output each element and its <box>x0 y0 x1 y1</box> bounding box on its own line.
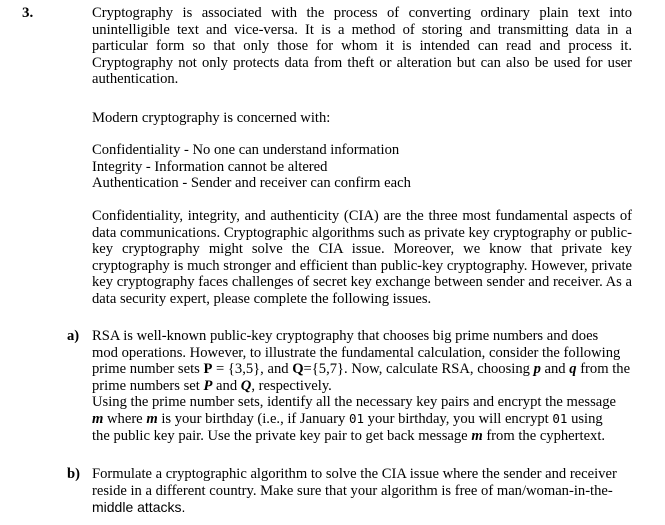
part-a-line <box>92 361 632 378</box>
var-q: q <box>569 361 577 378</box>
text-run: the public key pair. Use the private key pair to get back message <box>92 427 472 444</box>
part-b-label: b) <box>67 466 80 482</box>
code-value: 01 <box>348 410 365 426</box>
part-a-line <box>92 411 632 428</box>
text-run: from the cyphertext. <box>482 427 606 444</box>
set-p-name: P <box>203 361 213 378</box>
part-b-line: reside in a different country. Make sure that your algorithm is free of man/woman-in-the- <box>92 482 613 499</box>
code-value: 01 <box>552 410 568 426</box>
text-run: = {3,5}, and <box>212 361 293 378</box>
list-item: Confidentiality - No one can understand information <box>92 142 400 158</box>
list-item: Integrity - Information cannot be altered <box>92 158 328 175</box>
cia-list <box>92 142 632 192</box>
text-run: and <box>212 377 241 394</box>
part-b-question <box>92 466 632 516</box>
list-item: Authentication - Sender and receiver can confirm each <box>92 175 411 192</box>
var-m: m <box>146 410 158 427</box>
text-run: your birthday, you will encrypt <box>364 410 553 427</box>
part-a-line: mod operations. However, to illustrate the fundamental calculation, consider the following <box>92 344 621 361</box>
intro-paragraph: Cryptography is associated with the process of converting ordinary plain text into unintelligible text and vice-versa. It is a method of storing and transmitting data in a particular form so that only those for whom it is intended can read and process it. Cryptography not only protects data from theft or alteration but can also be used for user authentication. <box>92 5 632 88</box>
part-a-line <box>92 378 632 395</box>
text-run: and <box>540 361 570 378</box>
part-a-label: a) <box>67 328 80 344</box>
text-run: using <box>567 410 603 427</box>
var-p-set: P <box>203 377 213 394</box>
text-run: prime number sets <box>92 361 204 378</box>
text-run: where <box>103 410 147 427</box>
part-a-line <box>92 428 632 445</box>
var-m: m <box>92 410 104 427</box>
part-b-line: middle attacks. <box>92 499 186 516</box>
question-number: 3. <box>22 5 34 21</box>
part-b-line: Formulate a cryptographic algorithm to solve the CIA issue where the sender and receiver <box>92 466 617 482</box>
text-run: is your birthday (i.e., if January <box>157 410 349 427</box>
cia-paragraph: Confidentiality, integrity, and authenticity (CIA) are the three most fundamental aspects of data communications. Cryptographic algorithms such as private key cryptography or public-key cryptography might solve the CIA issue. Moreover, we know that private key cryptography is much stronger and efficient than public-key cryptography. However, private key cryptography faces challenges of secret key exchange between sender and receiver. As a data security expert, please complete the following issues. <box>92 208 632 307</box>
text-run: , respectively. <box>251 377 332 394</box>
text-run: ={5,7}. Now, calculate RSA, choosing <box>303 361 534 378</box>
part-a-question <box>92 328 632 444</box>
set-q-name: Q <box>292 361 304 378</box>
part-a-line: Using the prime number sets, identify all the necessary key pairs and encrypt the message <box>92 394 616 411</box>
var-p: p <box>533 361 541 378</box>
text-run: from the <box>576 361 631 378</box>
text-run: prime numbers set <box>92 377 204 394</box>
var-m: m <box>471 427 483 444</box>
part-a-line: RSA is well-known public-key cryptography that chooses big prime numbers and does <box>92 328 599 344</box>
modern-cryptography-heading: Modern cryptography is concerned with: <box>92 110 331 126</box>
var-q-set: Q <box>240 377 252 394</box>
